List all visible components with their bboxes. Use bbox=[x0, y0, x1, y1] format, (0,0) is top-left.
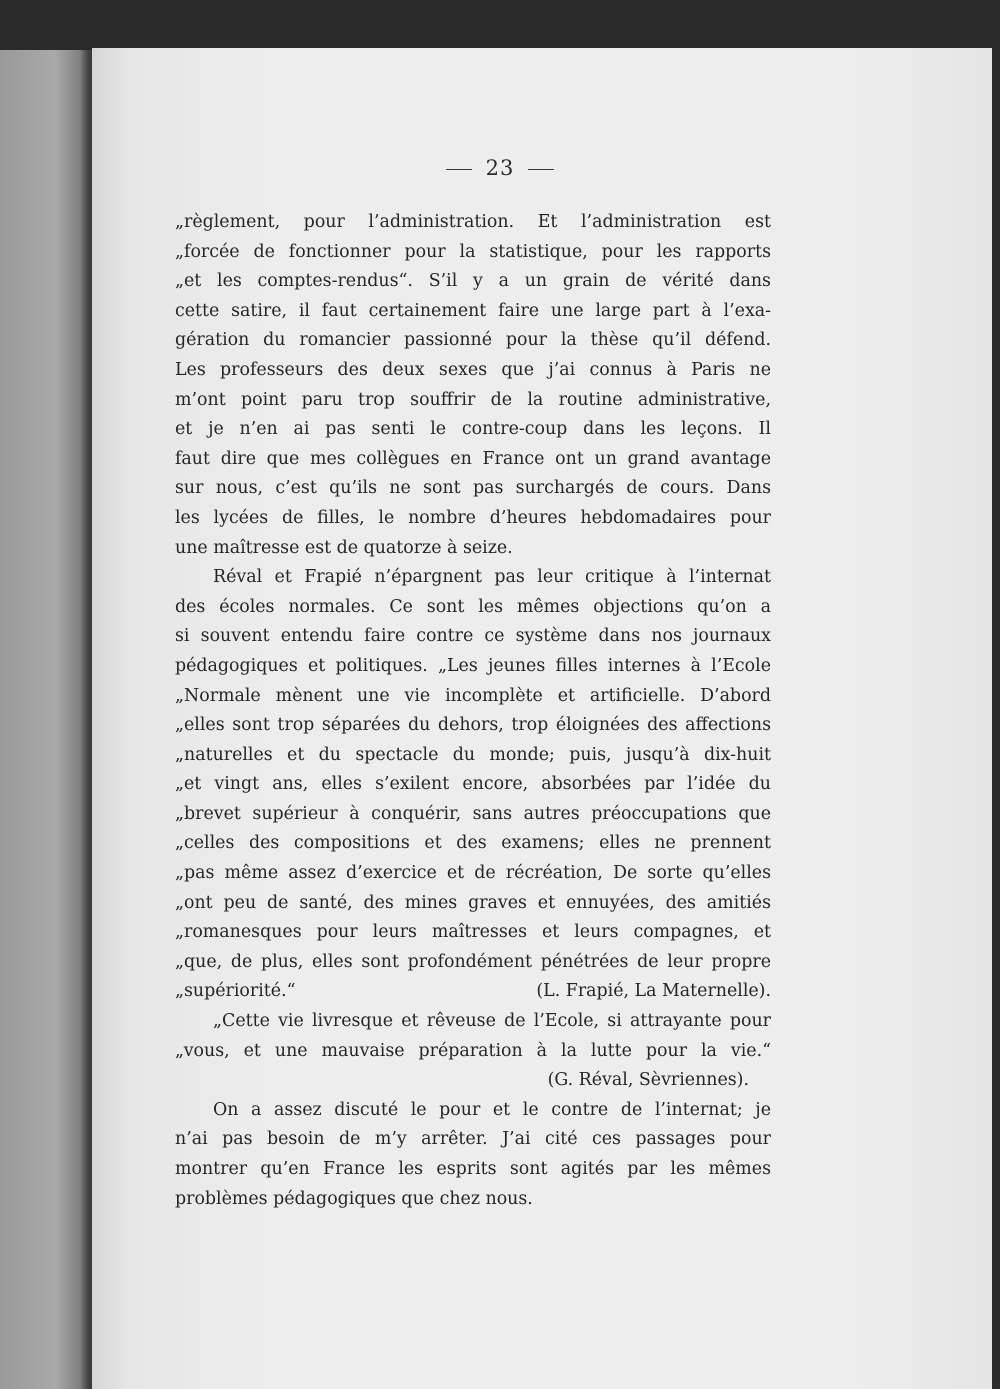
text-line: cette satire, il faut certainement faire une large part à l’exa- bbox=[175, 300, 771, 321]
text-line: faut dire que mes collègues en France ont un grand avantage bbox=[175, 448, 771, 469]
citation: (L. Frapié, La Maternelle). bbox=[536, 981, 771, 1002]
dash-right bbox=[528, 169, 554, 170]
citation: (G. Réval, Sèvriennes). bbox=[547, 1070, 749, 1091]
text-line: „et vingt ans, elles s’exilent encore, absorbées par l’idée du bbox=[175, 774, 771, 795]
text-line: des écoles normales. Ce sont les mêmes objections qu’on a bbox=[175, 596, 771, 617]
text-line: Les professeurs des deux sexes que j’ai connus à Paris ne bbox=[175, 359, 771, 380]
body-text bbox=[175, 208, 771, 1214]
text-line: „ont peu de santé, des mines graves et ennuyées, des amitiés bbox=[175, 892, 771, 913]
text-line: montrer qu’en France les esprits sont agités par les mêmes bbox=[175, 1159, 771, 1179]
page-number bbox=[0, 156, 1000, 180]
text-line: On a assez discuté le pour et le contre de l’internat; je bbox=[213, 1099, 771, 1120]
text-line: „celles des compositions et des examens; elles ne prennent bbox=[175, 833, 771, 854]
text-line: „règlement, pour l’administration. Et l’administration est bbox=[175, 212, 771, 232]
text-line: „et les comptes-rendus“. S’il y a un grain de vérité dans bbox=[175, 271, 771, 292]
text-line: „Normale mènent une vie incomplète et artificielle. D’abord bbox=[175, 685, 771, 706]
text-line: une maîtresse est de quatorze à seize. bbox=[175, 537, 513, 558]
text-line: „romanesques pour leurs maîtresses et leurs compagnes, et bbox=[175, 922, 771, 943]
text-line: les lycées de filles, le nombre d’heures hebdomadaires pour bbox=[175, 507, 771, 528]
left-page-edge bbox=[0, 50, 92, 1389]
text-line: „vous, et une mauvaise préparation à la lutte pour la vie.“ bbox=[175, 1040, 771, 1061]
text-line: m’ont point paru trop souffrir de la routine administrative, bbox=[175, 389, 771, 410]
text-line: pédagogiques et politiques. „Les jeunes filles internes à l’Ecole bbox=[175, 655, 771, 676]
text-line: problèmes pédagogiques que chez nous. bbox=[175, 1188, 533, 1209]
text-line: gération du romancier passionné pour la thèse qu’il défend. bbox=[175, 330, 771, 351]
text-line: „naturelles et du spectacle du monde; puis, jusqu’à dix-huit bbox=[175, 744, 771, 765]
text-line: „que, de plus, elles sont profondément pénétrées de leur propre bbox=[175, 951, 771, 972]
text-line: „Cette vie livresque et rêveuse de l’Ecole, si attrayante pour bbox=[213, 1011, 771, 1032]
citation-line bbox=[175, 977, 771, 1007]
dash-left bbox=[446, 169, 472, 170]
text-line: „forcée de fonctionner pour la statistique, pour les rapports bbox=[175, 241, 771, 262]
text-line: „brevet supérieur à conquérir, sans autres préoccupations que bbox=[175, 803, 771, 824]
text-line: sur nous, c’est qu’ils ne sont pas surchargés de cours. Dans bbox=[175, 478, 771, 499]
text-line: „supériorité.“ bbox=[175, 981, 296, 1002]
page-number-value: 23 bbox=[485, 156, 515, 180]
text-line: Réval et Frapié n’épargnent pas leur critique à l’internat bbox=[213, 567, 771, 588]
text-line: „elles sont trop séparées du dehors, trop éloignées des affections bbox=[175, 715, 771, 736]
text-line: et je n’en ai pas senti le contre-coup dans les leçons. Il bbox=[175, 419, 771, 440]
text-line: „pas même assez d’exercice et de récréation, De sorte qu’elles bbox=[175, 863, 771, 884]
text-line: n’ai pas besoin de m’y arrêter. J’ai cité ces passages pour bbox=[175, 1129, 771, 1150]
text-line: si souvent entendu faire contre ce système dans nos journaux bbox=[175, 626, 771, 647]
